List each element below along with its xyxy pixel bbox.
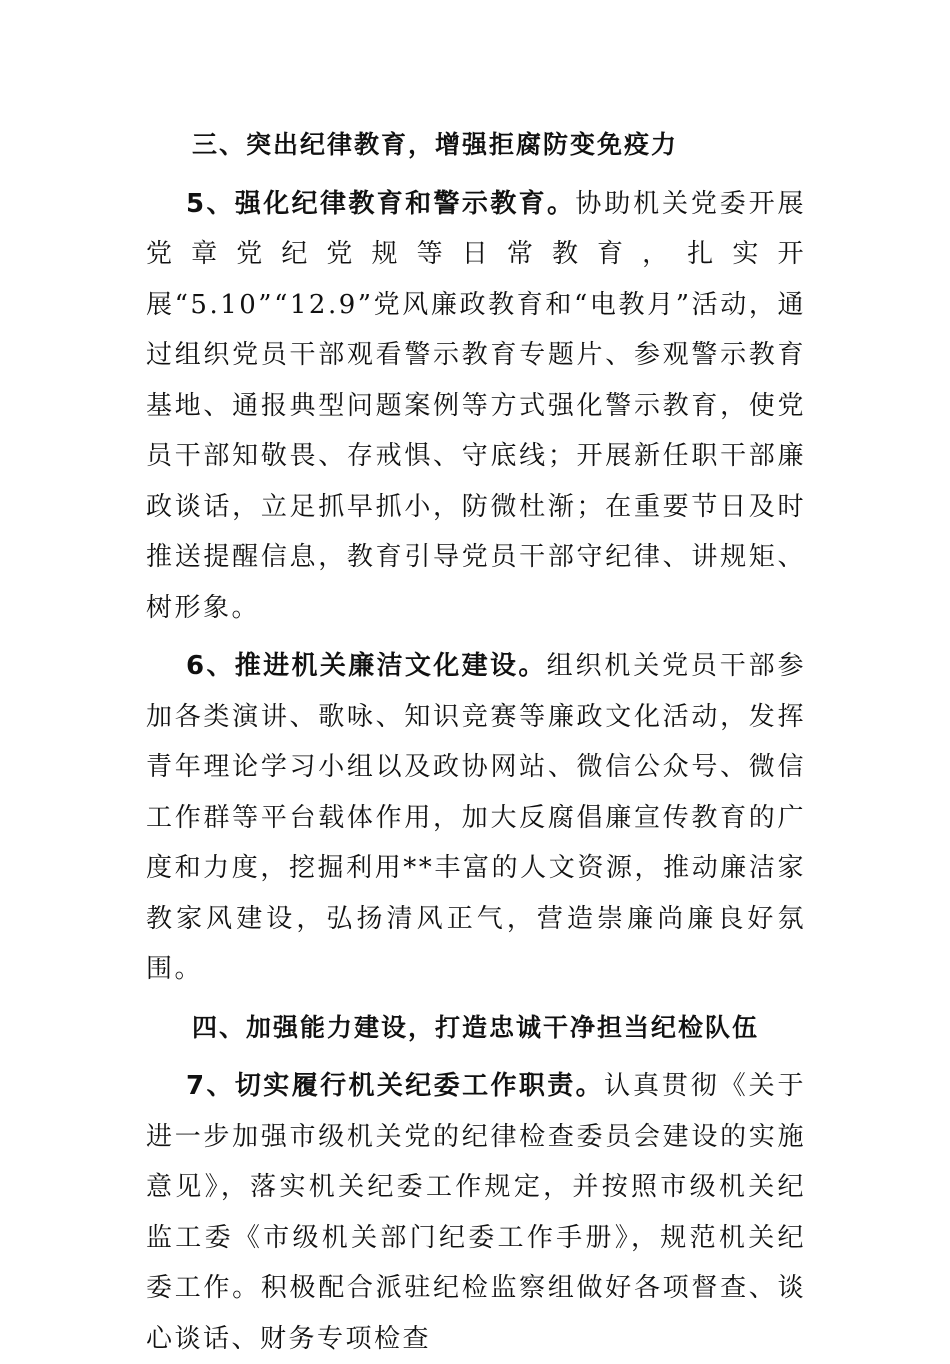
section-heading-4: 四、加强能力建设，打造忠诚干净担当纪检队伍	[192, 1012, 760, 1042]
item-7-text: 认真贯彻《关于进一步加强市级机关党的纪律检查委员会建设的实施意见》，落实机关纪委工作规定，并按照市级机关纪监工委《市级机关部门纪委工作手册》，规范机关纪委工作。积极配合派驻纪检监察组做好各项督查、谈心谈话、财务专项检查	[146, 1071, 806, 1354]
paragraph-item-6	[146, 641, 806, 995]
document-body	[146, 120, 806, 1364]
item-5-text: 协助机关党委开展党章党纪党规等日常教育，扎实开展“5.10”“12.9”党风廉政教育和“电教月”活动，通过组织党员干部观看警示教育专题片、参观警示教育基地、通报典型问题案例等方式强化警示教育，使党员干部知敬畏、存戒惧、守底线；开展新任职干部廉政谈话，立足抓早抓小，防微杜渐；在重要节日及时推送提醒信息，教育引导党员干部守纪律、讲规矩、树形象。	[146, 188, 806, 623]
item-6-text: 组织机关党员干部参加各类演讲、歌咏、知识竞赛等廉政文化活动，发挥青年理论学习小组以及政协网站、微信公众号、微信工作群等平台载体作用，加大反腐倡廉宣传教育的广度和力度，挖掘利用**丰富的人文资源，推动廉洁家教家风建设，弘扬清风正气，营造崇廉尚廉良好氛围。	[146, 651, 806, 984]
item-5-lead: 5、强化纪律教育和警示教育。	[186, 188, 576, 219]
paragraph-item-5	[146, 179, 806, 634]
section-heading-3: 三、突出纪律教育，增强拒腐防变免疫力	[192, 130, 679, 159]
item-6-lead: 6、推进机关廉洁文化建设。	[186, 651, 547, 681]
paragraph-item-7	[146, 1061, 806, 1364]
item-7-lead: 7、切实履行机关纪委工作职责。	[186, 1071, 605, 1101]
